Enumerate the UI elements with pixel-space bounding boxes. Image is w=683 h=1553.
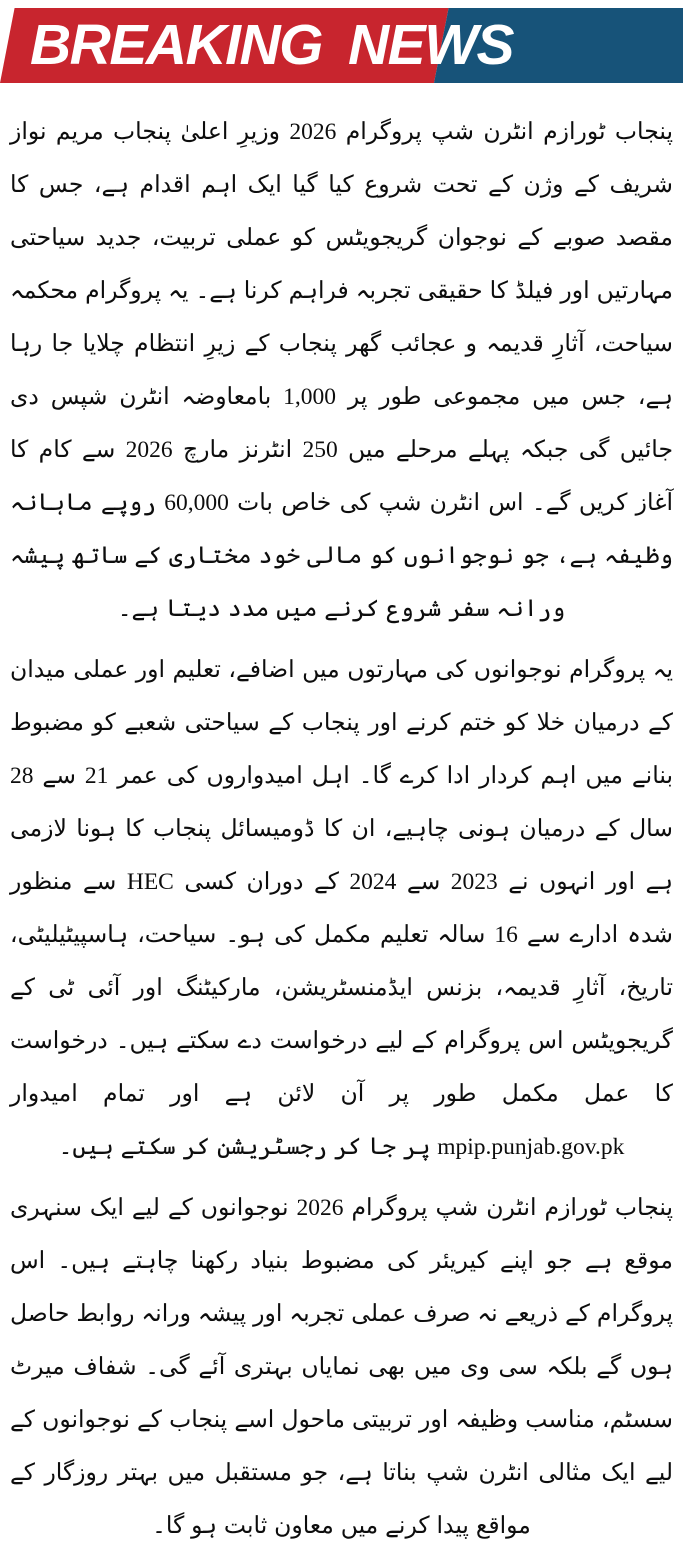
- breaking-news-banner: [0, 0, 683, 96]
- article-paragraph-2: یہ پروگرام نوجوانوں کی مہارتوں میں اضافے، تعلیم اور عملی میدان کے درمیان خلا کو ختم کرنے اور پنجاب کے سیاحتی شعبے کو مضبوط بنانے میں اہم کردار ادا کرے گا۔ اہل امیدواروں کی عمر 21 سے 28 سال کے درمیان ہونی چاہیے، ان کا ڈومیسائل پنجاب کا ہونا لازمی ہے اور انہوں نے 2023 سے 2024 کے دوران کسی HEC سے منظور شدہ ادارے سے 16 سالہ تعلیم مکمل کی ہو۔ سیاحت، ہاسپیٹیلیٹی، تاریخ، آثارِ قدیمہ، بزنس ایڈمنسٹریشن، مارکیٹنگ اور آئی ٹی کے گریجویٹس اس پروگرام کے لیے درخواست دے سکتے ہیں۔ درخواست کا عمل مکمل طور پر آن لائن ہے اور تمام امیدوار mpip.punjab.gov.pk پر جا کر رجسٹریشن کر سکتے ہیں۔: [10, 657, 673, 1160]
- banner-shapes: [0, 8, 683, 83]
- banner-blue-panel: [434, 8, 683, 83]
- banner-word-breaking: BREAKING: [30, 13, 323, 77]
- article-paragraph-1: پنجاب ٹورازم انٹرن شپ پروگرام 2026 وزیرِ اعلیٰ پنجاب مریم نواز شریف کے وژن کے تحت شروع کیا گیا ایک اہم اقدام ہے، جس کا مقصد صوبے کے نوجوان گریجویٹس کو عملی تربیت، جدید سیاحتی مہارتیں اور فیلڈ کا حقیقی تجربہ فراہم کرنا ہے۔ یہ پروگرام محکمہ سیاحت، آثارِ قدیمہ و عجائب گھر پنجاب کے زیرِ انتظام چلایا جا رہا ہے، جس میں مجموعی طور پر 1,000 بامعاوضہ انٹرن شپس دی جائیں گی جبکہ پہلے مرحلے میں 250 انٹرنز مارچ 2026 سے کام کا آغاز کریں گے۔ اس انٹرن شپ کی خاص بات 60,000 روپے ماہانہ وظیفہ ہے، جو نوجوانوں کو مالی خود مختاری کے ساتھ پیشہ ورانہ سفر شروع کرنے میں مدد دیتا ہے۔: [10, 119, 674, 622]
- article-body: [0, 96, 683, 1553]
- banner-red-panel: [0, 8, 449, 83]
- banner-word-news: NEWS: [348, 13, 514, 77]
- article-paragraph-3: پنجاب ٹورازم انٹرن شپ پروگرام 2026 نوجوانوں کے لیے ایک سنہری موقع ہے جو اپنے کیریئر کی مضبوط بنیاد رکھنا چاہتے ہیں۔ اس پروگرام کے ذریعے نہ صرف عملی تجربہ اور پیشہ ورانہ روابط حاصل ہوں گے بلکہ سی وی میں بھی نمایاں بہتری آئے گی۔ شفاف میرٹ سسٹم، مناسب وظیفہ اور تربیتی ماحول اسے پنجاب کے نوجوانوں کے لیے ایک مثالی انٹرن شپ بناتا ہے، جو مستقبل میں بہتر روزگار کے مواقع پیدا کرنے میں معاون ثابت ہو گا۔: [10, 1195, 673, 1539]
